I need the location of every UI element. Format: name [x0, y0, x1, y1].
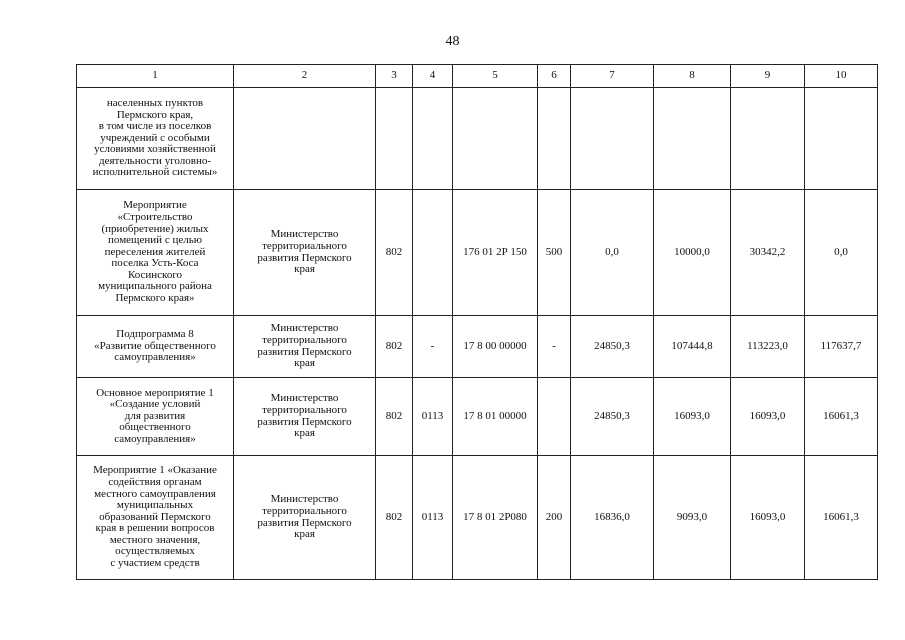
row-responsible: Министерство территориального развития Пермского края: [234, 378, 376, 456]
row-cell: [413, 88, 453, 190]
row-responsible: Министерство территориального развития Пермского края: [234, 456, 376, 580]
row-cell: 176 01 2Р 150: [453, 190, 538, 316]
column-header: 3: [376, 65, 413, 88]
row-cell: 24850,3: [571, 316, 654, 378]
row-cell: -: [538, 316, 571, 378]
row-cell: 30342,2: [731, 190, 805, 316]
row-name: Мероприятие 1 «Оказание содействия органам местного самоуправления муниципальных образований Пермского края в решении вопросов местного значения, осуществляемых с участием средств: [77, 456, 234, 580]
row-cell: 16061,3: [805, 456, 878, 580]
row-cell: [538, 88, 571, 190]
row-name: Мероприятие «Строительство (приобретение) жилых помещений с целью переселения жителей поселка Усть-Коса Косинского муниципального района Пермского края»: [77, 190, 234, 316]
row-cell: 802: [376, 456, 413, 580]
row-cell: 16093,0: [731, 378, 805, 456]
table-row: [77, 316, 878, 378]
row-cell: 16093,0: [731, 456, 805, 580]
row-cell: 16836,0: [571, 456, 654, 580]
row-cell: 200: [538, 456, 571, 580]
column-header: 7: [571, 65, 654, 88]
column-header: 10: [805, 65, 878, 88]
column-header: 1: [77, 65, 234, 88]
table-row: [77, 456, 878, 580]
row-name: населенных пунктов Пермского края, в том числе из поселков учреждений с особыми условиями хозяйственной деятельности уголовно- исполнительной системы»: [77, 88, 234, 190]
row-cell: 24850,3: [571, 378, 654, 456]
table-row: [77, 190, 878, 316]
row-cell: [571, 88, 654, 190]
row-cell: 802: [376, 316, 413, 378]
table-row: [77, 378, 878, 456]
row-cell: 802: [376, 378, 413, 456]
row-responsible: [234, 88, 376, 190]
row-cell: [413, 190, 453, 316]
header-row: [77, 65, 878, 88]
row-responsible: Министерство территориального развития Пермского края: [234, 190, 376, 316]
row-cell: [376, 88, 413, 190]
row-cell: 0113: [413, 378, 453, 456]
row-cell: [805, 88, 878, 190]
budget-table: [76, 64, 878, 580]
row-cell: 0,0: [805, 190, 878, 316]
row-cell: 17 8 01 00000: [453, 378, 538, 456]
row-cell: 113223,0: [731, 316, 805, 378]
row-cell: 10000,0: [654, 190, 731, 316]
row-responsible: Министерство территориального развития Пермского края: [234, 316, 376, 378]
row-cell: 16093,0: [654, 378, 731, 456]
column-header: 9: [731, 65, 805, 88]
row-cell: 9093,0: [654, 456, 731, 580]
table-row: [77, 88, 878, 190]
row-cell: 107444,8: [654, 316, 731, 378]
row-cell: 17 8 01 2Р080: [453, 456, 538, 580]
row-cell: 17 8 00 00000: [453, 316, 538, 378]
row-cell: 500: [538, 190, 571, 316]
column-header: 4: [413, 65, 453, 88]
column-header: 2: [234, 65, 376, 88]
row-name: Основное мероприятие 1 «Создание условий для развития общественного самоуправления»: [77, 378, 234, 456]
row-cell: 0113: [413, 456, 453, 580]
row-cell: [654, 88, 731, 190]
row-name: Подпрограмма 8 «Развитие общественного самоуправления»: [77, 316, 234, 378]
row-cell: 802: [376, 190, 413, 316]
row-cell: 16061,3: [805, 378, 878, 456]
column-header: 5: [453, 65, 538, 88]
row-cell: [731, 88, 805, 190]
page-number: 48: [445, 34, 460, 49]
column-header: 6: [538, 65, 571, 88]
row-cell: 117637,7: [805, 316, 878, 378]
column-header: 8: [654, 65, 731, 88]
row-cell: [538, 378, 571, 456]
row-cell: [453, 88, 538, 190]
row-cell: 0,0: [571, 190, 654, 316]
row-cell: -: [413, 316, 453, 378]
